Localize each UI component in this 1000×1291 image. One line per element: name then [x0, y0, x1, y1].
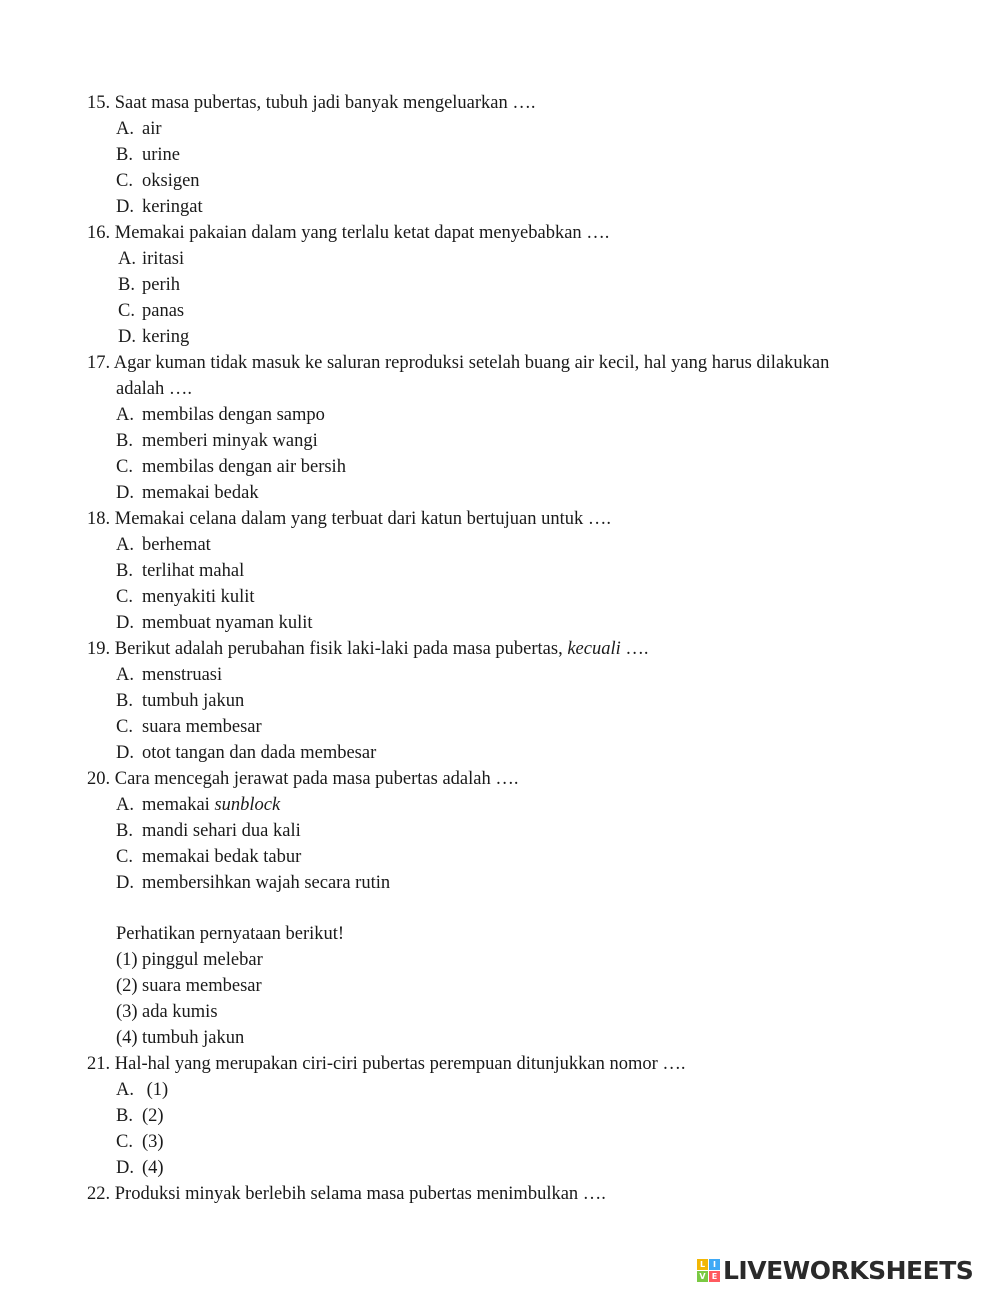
option-18-a[interactable]: [116, 533, 211, 557]
statement-item-1: [116, 948, 263, 972]
option-19-b[interactable]: [116, 689, 244, 713]
statement-item-3: [116, 1000, 218, 1024]
question-text: Produksi minyak berlebih selama masa pubertas menimbulkan ….: [114, 1184, 606, 1204]
option-text: mandi sehari dua kali: [142, 821, 301, 841]
question-20: [87, 767, 518, 791]
option-text: membilas dengan air bersih: [142, 457, 346, 477]
question-number: 16.: [87, 223, 111, 243]
option-text: (2): [142, 1106, 164, 1126]
question-text: Memakai celana dalam yang terbuat dari katun bertujuan untuk ….: [114, 509, 611, 529]
question-17-continuation: adalah ….: [116, 379, 193, 399]
option-letter: C.: [116, 457, 133, 477]
option-letter: A.: [116, 119, 134, 139]
option-text: membersihkan wajah secara rutin: [142, 873, 391, 893]
question-number: 15.: [87, 93, 111, 113]
option-17-c[interactable]: [116, 455, 346, 479]
option-text: air: [142, 119, 162, 139]
question-18: [87, 507, 611, 531]
option-21-d[interactable]: [116, 1156, 164, 1180]
option-letter: D.: [116, 197, 134, 217]
option-text: oksigen: [142, 171, 200, 191]
option-text: keringat: [142, 197, 203, 217]
question-16: [87, 221, 609, 245]
option-text: otot tangan dan dada membesar: [142, 743, 377, 763]
option-21-c[interactable]: [116, 1130, 164, 1154]
option-text: terlihat mahal: [142, 561, 245, 581]
option-17-d[interactable]: [116, 481, 259, 505]
statement-number: (4): [116, 1028, 138, 1048]
option-letter: A.: [116, 665, 134, 685]
question-text: Hal-hal yang merupakan ciri-ciri pubertas perempuan ditunjukkan nomor ….: [114, 1054, 686, 1074]
option-21-a[interactable]: [116, 1078, 168, 1102]
option-text: memakai bedak tabur: [142, 847, 302, 867]
option-letter: C.: [118, 301, 135, 321]
option-letter: D.: [116, 743, 134, 763]
option-text: (1): [142, 1080, 169, 1100]
question-text: Agar kuman tidak masuk ke saluran reproduksi setelah buang air kecil, hal yang harus dilakukan: [113, 353, 830, 373]
option-letter: B.: [116, 691, 133, 711]
option-letter: D.: [116, 873, 134, 893]
question-ellipsis: ….: [625, 639, 649, 659]
option-emphasis: sunblock: [214, 795, 281, 815]
option-letter: D.: [116, 483, 134, 503]
option-letter: A.: [116, 795, 134, 815]
statement-item-4: [116, 1026, 244, 1050]
option-19-a[interactable]: [116, 663, 222, 687]
option-20-d[interactable]: [116, 871, 390, 895]
option-letter: C.: [116, 587, 133, 607]
statement-intro: Perhatikan pernyataan berikut!: [116, 924, 345, 944]
option-16-d[interactable]: [118, 325, 189, 349]
question-number: 22.: [87, 1184, 111, 1204]
liveworksheets-logo: [697, 1252, 973, 1288]
option-text: memakai bedak: [142, 483, 259, 503]
option-letter: C.: [116, 1132, 133, 1152]
question-text: Berikut adalah perubahan fisik laki-laki pada masa pubertas,: [114, 639, 563, 659]
statement-text: pinggul melebar: [142, 950, 263, 970]
option-text: membilas dengan sampo: [142, 405, 325, 425]
question-22: [87, 1182, 606, 1206]
question-text: Saat masa pubertas, tubuh jadi banyak mengeluarkan ….: [114, 93, 536, 113]
statement-number: (2): [116, 976, 138, 996]
option-20-c[interactable]: [116, 845, 301, 869]
question-number: 18.: [87, 509, 111, 529]
option-17-a[interactable]: [116, 403, 325, 427]
question-text: Cara mencegah jerawat pada masa pubertas adalah ….: [114, 769, 519, 789]
logo-mark-v: V: [697, 1271, 708, 1282]
logo-mark-e: E: [709, 1271, 720, 1282]
option-letter: D.: [116, 1158, 134, 1178]
question-19: [87, 637, 649, 661]
option-19-c[interactable]: [116, 715, 262, 739]
option-text: menyakiti kulit: [142, 587, 255, 607]
logo-mark-l: L: [697, 1259, 708, 1270]
statement-number: (3): [116, 1002, 138, 1022]
option-18-c[interactable]: [116, 585, 255, 609]
option-text: iritasi: [142, 249, 185, 269]
option-letter: B.: [116, 1106, 133, 1126]
question-number: 20.: [87, 769, 111, 789]
option-text: suara membesar: [142, 717, 262, 737]
option-text: membuat nyaman kulit: [142, 613, 313, 633]
question-21: [87, 1052, 686, 1076]
question-17: [87, 351, 829, 375]
statement-text: suara membesar: [142, 976, 262, 996]
option-text: panas: [142, 301, 185, 321]
option-letter: D.: [118, 327, 136, 347]
option-15-a[interactable]: [116, 117, 162, 141]
option-text: tumbuh jakun: [142, 691, 245, 711]
logo-text: LIVEWORKSHEETS: [723, 1255, 974, 1285]
option-17-b[interactable]: [116, 429, 318, 453]
option-15-b[interactable]: [116, 143, 180, 167]
option-letter: B.: [116, 145, 133, 165]
option-text: berhemat: [142, 535, 211, 555]
statement-text: ada kumis: [142, 1002, 218, 1022]
question-number: 21.: [87, 1054, 111, 1074]
option-16-b[interactable]: [118, 273, 180, 297]
option-text: memberi minyak wangi: [142, 431, 318, 451]
option-18-d[interactable]: [116, 611, 313, 635]
statement-text: tumbuh jakun: [142, 1028, 245, 1048]
option-letter: A.: [116, 535, 134, 555]
question-15: [87, 91, 536, 115]
option-letter: B.: [118, 275, 135, 295]
option-letter: B.: [116, 561, 133, 581]
option-letter: A.: [118, 249, 136, 269]
option-letter: A.: [116, 405, 134, 425]
option-text: kering: [142, 327, 190, 347]
logo-mark-icon: [697, 1259, 720, 1282]
option-18-b[interactable]: [116, 559, 244, 583]
statement-item-2: [116, 974, 262, 998]
option-text: urine: [142, 145, 181, 165]
question-number: 19.: [87, 639, 111, 659]
option-20-a[interactable]: [116, 793, 280, 817]
option-letter: B.: [116, 821, 133, 841]
option-text: (4): [142, 1158, 164, 1178]
option-16-a[interactable]: [118, 247, 184, 271]
option-letter: A.: [116, 1080, 134, 1100]
question-emphasis: kecuali: [567, 639, 621, 659]
option-20-b[interactable]: [116, 819, 301, 843]
option-letter: D.: [116, 613, 134, 633]
option-21-b[interactable]: [116, 1104, 164, 1128]
option-16-c[interactable]: [118, 299, 184, 323]
option-letter: C.: [116, 847, 133, 867]
option-text: menstruasi: [142, 665, 223, 685]
logo-mark-i: I: [709, 1259, 720, 1270]
option-15-d[interactable]: [116, 195, 203, 219]
question-number: 17.: [87, 353, 111, 373]
option-text: (3): [142, 1132, 164, 1152]
option-text: perih: [142, 275, 181, 295]
option-letter: B.: [116, 431, 133, 451]
option-letter: C.: [116, 171, 133, 191]
option-15-c[interactable]: [116, 169, 200, 193]
option-letter: C.: [116, 717, 133, 737]
question-text: Memakai pakaian dalam yang terlalu ketat dapat menyebabkan ….: [114, 223, 610, 243]
option-19-d[interactable]: [116, 741, 376, 765]
statement-number: (1): [116, 950, 138, 970]
option-text: memakai: [142, 795, 210, 815]
